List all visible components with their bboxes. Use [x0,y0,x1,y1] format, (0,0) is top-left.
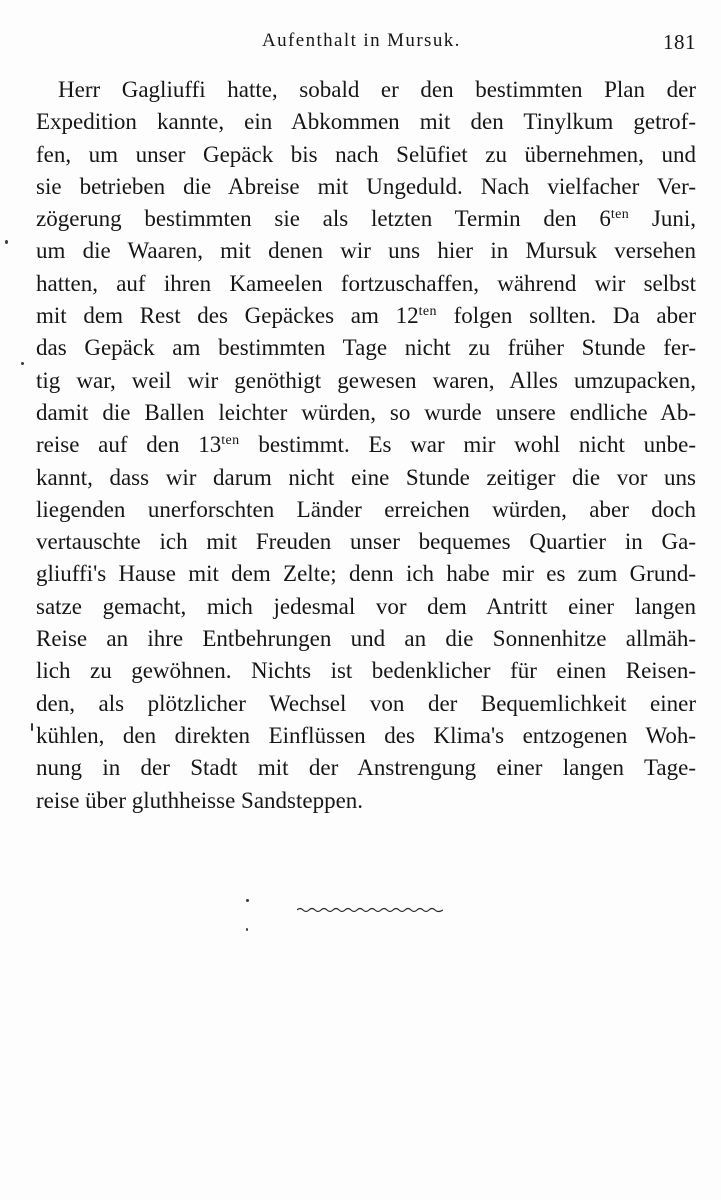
text-line: Herr Gagliuffi hatte, sobald er den bestimmten Plan der [58,77,696,102]
text-line: kannt, dass wir darum nicht eine Stunde zeitiger die vor uns [36,464,696,490]
text-line: damit die Ballen leichter würden, so wurde unsere endliche Ab- [36,399,696,425]
running-head [36,30,696,56]
text-line [36,300,696,332]
text-line: vertauschte ich mit Freuden unser bequemes Quartier in Ga- [36,529,696,555]
paper-speck [31,723,33,731]
text-line: das Gepäck am bestimmten Tage nicht zu früher Stunde fer- [36,335,696,361]
text-line-part: folgen sollten. Da aber [436,303,697,329]
text-line: liegenden unerforschten Länder erreichen würden, aber doch [36,496,696,522]
text-line: Reise an ihre Entbehrungen und an die Sonnenhitze allmäh- [36,626,696,652]
text-line: um die Waaren, mit denen wir uns hier in Mursuk versehen [36,238,696,264]
text-line-part: mit dem Rest des Gepäckes am 12 [36,303,419,329]
text-line: hatten, auf ihren Kameelen fortzuschaffen, während wir selbst [36,270,696,296]
text-line: kühlen, den direkten Einflüssen des Klima's entzogenen Woh- [36,722,696,748]
text-line: tig war, weil wir genöthigt gewesen waren, Alles umzupacken, [36,367,696,393]
text-line [36,203,696,235]
text-line [36,429,696,461]
text-line: den, als plötzlicher Wechsel von der Bequemlichkeit einer [36,690,696,716]
text-line-part: Juni, [629,206,696,232]
text-line: lich zu gewöhnen. Nichts ist bedenklicher für einen Reisen- [36,658,696,684]
text-line-part: reise auf den 13 [36,432,222,458]
text-line-part: zögerung bestimmten sie als letzten Termin den 6 [36,206,611,232]
body-text [36,74,696,817]
text-line-part: bestimmt. Es war mir wohl nicht unbe- [239,432,696,458]
text-line: satze gemacht, mich jedesmal vor dem Antritt einer langen [36,593,696,619]
text-line: sie betrieben die Abreise mit Ungeduld. Nach vielfacher Ver- [36,173,696,199]
end-ornament [297,904,443,916]
text-line: nung in der Stadt mit der Anstrengung einer langen Tage- [36,755,696,781]
text-line: reise über gluthheisse Sandsteppen. [36,787,364,813]
page-number: 181 [663,30,696,54]
paper-speck [5,240,8,244]
running-head-title: Aufenthalt in Mursuk. [262,30,461,51]
ordinal-superscript: ten [418,304,437,320]
ordinal-superscript: ten [221,433,240,449]
text-line: fen, um unser Gepäck bis nach Selūfiet zu übernehmen, und [36,141,696,167]
paper-speck [246,928,248,931]
ordinal-superscript: ten [610,207,630,223]
paper-speck [246,899,249,902]
text-line: gliuffi's Hause mit dem Zelte; denn ich habe mir es zum Grund- [36,561,696,587]
paper-speck [21,362,24,365]
text-line: Expedition kannte, ein Abkommen mit den Tinylkum getrof- [36,109,696,135]
